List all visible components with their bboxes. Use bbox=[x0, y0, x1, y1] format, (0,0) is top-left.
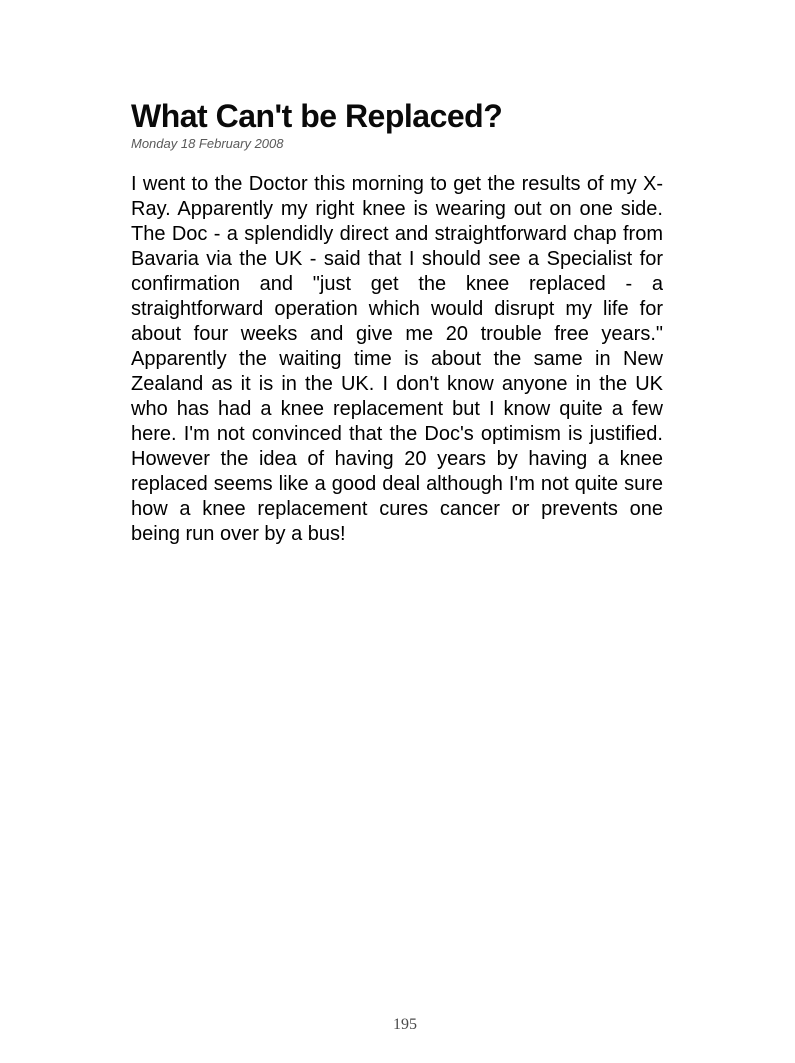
entry-date: Monday 18 February 2008 bbox=[131, 136, 284, 151]
page-number: 195 bbox=[393, 1016, 417, 1033]
entry-body-paragraph: I went to the Doctor this morning to get the results of my X-Ray. Apparently my right knee is wearing out on one side. The Doc - a splendidly direct and straightforward chap from Bavaria via the UK - said that I should see a Specialist for confirmation and "just get the knee replaced - a straightforward operation which would disrupt my life for about four weeks and give me 20 trouble free years." Apparently the waiting time is about the same in New Zealand as it is in the UK. I don't know anyone in the UK who has had a knee replacement but I know quite a few here. I'm not convinced that the Doc's optimism is justified. However the idea of having 20 years by having a knee replaced seems like a good deal although I'm not quite sure how a knee replacement cures cancer or prevents one being run over by a bus! bbox=[131, 173, 663, 545]
page-title: What Can't be Replaced? bbox=[131, 98, 503, 134]
